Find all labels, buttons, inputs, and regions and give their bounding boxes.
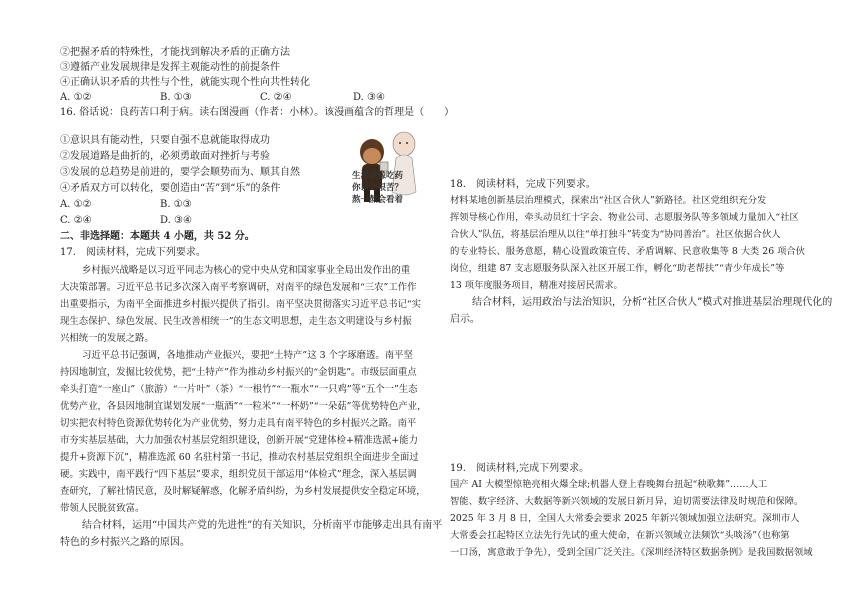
cartoon-caption	[352, 170, 424, 206]
q19-paragraph-line: 2025 年 3 月 8 日，全国人大常委会要求 2025 年新兴领域加强立法研究。深圳市人	[450, 513, 800, 524]
q17-paragraph-line: 市夯实基层基础，大力加强农村基层党组织建设，创新开展“党建体检+精准选派+能力	[60, 435, 419, 446]
section-heading: 二、非选择题：本题共 4 小题，共 52 分。	[60, 231, 255, 242]
q17-requirement-line: 特色的乡村振兴之路的原因。	[60, 537, 190, 548]
cartoon-caption-line: 生活就像吃药	[352, 171, 404, 181]
q16-option-b: B. ①③	[160, 199, 192, 210]
q16-option-c: C. ②④	[60, 215, 92, 226]
q18-paragraph-line: 材料某地创新基层治理模式，探索出“社区合伙人”新路径。社区党组织充分发	[450, 195, 767, 206]
q16-option-a: A. ①②	[60, 199, 92, 210]
q19-paragraph-line: 一口汤，寓意敢于争先），受到全国广泛关注。《深圳经济特区数据条例》是我国数据领域	[450, 547, 813, 558]
q15-item-3: ③遵循产业发展规律是发挥主观能动性的前提条件	[60, 62, 280, 73]
q15-option-c: C. ②④	[260, 92, 292, 103]
q19-paragraph-line: 智能、数字经济、大数据等新兴领域的发展日新月异，迫切需要法律及时规范和保障。	[450, 496, 804, 507]
q18-requirement-line: 结合材料，运用政治与法治知识，分析“社区合伙人”模式对推进基层治理现代化的	[472, 297, 833, 308]
q18-requirement-line: 启示。	[450, 314, 480, 325]
q15-option-b: B. ①③	[160, 92, 192, 103]
q17-paragraph-line: 持因地制宜，发掘比较优势，把“土特产”作为推动乡村振兴的“金钥匙”。市级层面重点	[60, 367, 417, 378]
q18-paragraph-line: 合伙人”队伍，将基层治理从以往“单打独斗”转变为“协同善治”。社区依据合伙人	[450, 229, 781, 240]
q19-paragraph-line: 大常委会扛起特区立法先行先试的重大使命，在新兴领域立法频饮“头啖汤”（也称第	[450, 530, 790, 541]
q17-paragraph-line: 优势产业，各县因地制宜谋划发展“一瓶酒”“一粒米”“一杯奶”“一朵菇”等优势特色产业，	[60, 401, 427, 412]
q18-paragraph-line: 的专业特长、服务意愿，精心设置政策宣传、矛盾调解、民意收集等 8 大类 26 项合伙	[450, 246, 805, 257]
q18-stem: 18. 阅读材料，完成下列要求。	[450, 179, 596, 190]
q18-paragraph-line: 13 项年度服务项目，精准对接居民需求。	[450, 280, 623, 291]
cartoon-caption-line: 你以为很苦？	[352, 183, 404, 193]
q17-paragraph-line: 查研究，了解社情民意，及时解疑解惑，化解矛盾纠纷，为乡村发展提供安全稳定环境，	[60, 486, 426, 497]
q16-stem: 16. 俗话说：良药苦口利于病。读右图漫画（作者：小林）。该漫画蕴含的哲理是（ ）	[60, 107, 455, 118]
q15-item-2: ②把握矛盾的特殊性，才能找到解决矛盾的正确方法	[60, 47, 290, 58]
q17-paragraph-line: 乡村振兴战略是以习近平同志为核心的党中央从党和国家事业全局出发作出的重	[82, 265, 411, 276]
q16-item-1: ①意识具有能动性，只要自强不息就能取得成功	[60, 135, 270, 146]
q16-item-4: ④矛盾双方可以转化，要创造由“苦”到“乐”的条件	[60, 183, 281, 194]
q16-item-2: ②发展道路是曲折的，必须勇敢面对挫折与考验	[60, 151, 270, 162]
q17-paragraph-line: 提升+资源下沉”，精准选派 60 名驻村第一书记，推动农村基层党组织全面进步全面过	[60, 452, 419, 463]
q19-stem: 19. 阅读材料,完成下列要求。	[450, 463, 590, 474]
q17-paragraph-line: 硬。实践中，南平践行“四下基层”要求，组织党员干部运用“体检式”理念，深入基层调	[60, 469, 417, 480]
q17-paragraph-line: 大决策部署。习近平总书记多次深入南平考察调研，对南平的绿色发展和“三农”工作作	[60, 282, 417, 293]
q17-paragraph-line: 现生态保护、绿色发展、民生改善相统一”的生态文明思想，走生态文明建设与乡村振	[60, 316, 412, 327]
q15-item-4: ④正确认识矛盾的共性与个性，就能实现个性向共性转化	[60, 77, 310, 88]
cartoon-caption-line: 熬一熬会看着	[352, 195, 404, 205]
q16-option-d: D. ③④	[160, 215, 192, 226]
q16-item-3: ③发展的总趋势是前进的，要学会顺势而为、顺其自然	[60, 167, 300, 178]
q17-paragraph-line: 兴相统一的发展之路。	[60, 333, 154, 344]
q15-option-d: D. ③④	[353, 92, 385, 103]
q17-paragraph-line: 牵头打造“一座山”（旅游）“一片叶”（茶）“一根竹”“一瓶水”“一只鸡”等“五个一”生态	[60, 384, 418, 395]
q17-paragraph-line: 习近平总书记强调，各地推动产业振兴，要把“土特产”这 3 个字琢磨透。南平坚	[82, 350, 413, 361]
q17-paragraph-line: 切实把农村特色资源优势转化为产业优势，努力走具有南平特色的乡村振兴之路。南平	[60, 418, 417, 429]
q17-stem: 17. 阅读材料，完成下列要求。	[60, 247, 206, 258]
q17-paragraph-line: 带领人民脱贫致富。	[60, 503, 145, 514]
q18-paragraph-line: 岗位，组建 87 支志愿服务队深入社区开展工作，孵化“助老帮扶”“青少年成长”等	[450, 263, 785, 274]
q17-paragraph-line: 出重要指示，为南平全面推进乡村振兴提供了指引。南平坚决贯彻落实习近平总书记“实	[60, 299, 422, 310]
q15-option-a: A. ①②	[60, 92, 92, 103]
q17-requirement-line: 结合材料，运用“中国共产党的先进性”的有关知识，分析南平市能够走出具有南平	[82, 520, 443, 531]
q19-paragraph-line: 国产 AI 大模型惊艳亮相火爆全球;机器人登上春晚舞台扭起“秧歌舞”……人工	[450, 479, 768, 490]
q18-paragraph-line: 挥领导核心作用，牵头动员红十字会、物业公司、志愿服务队等多领域力量加入“社区	[450, 212, 799, 223]
